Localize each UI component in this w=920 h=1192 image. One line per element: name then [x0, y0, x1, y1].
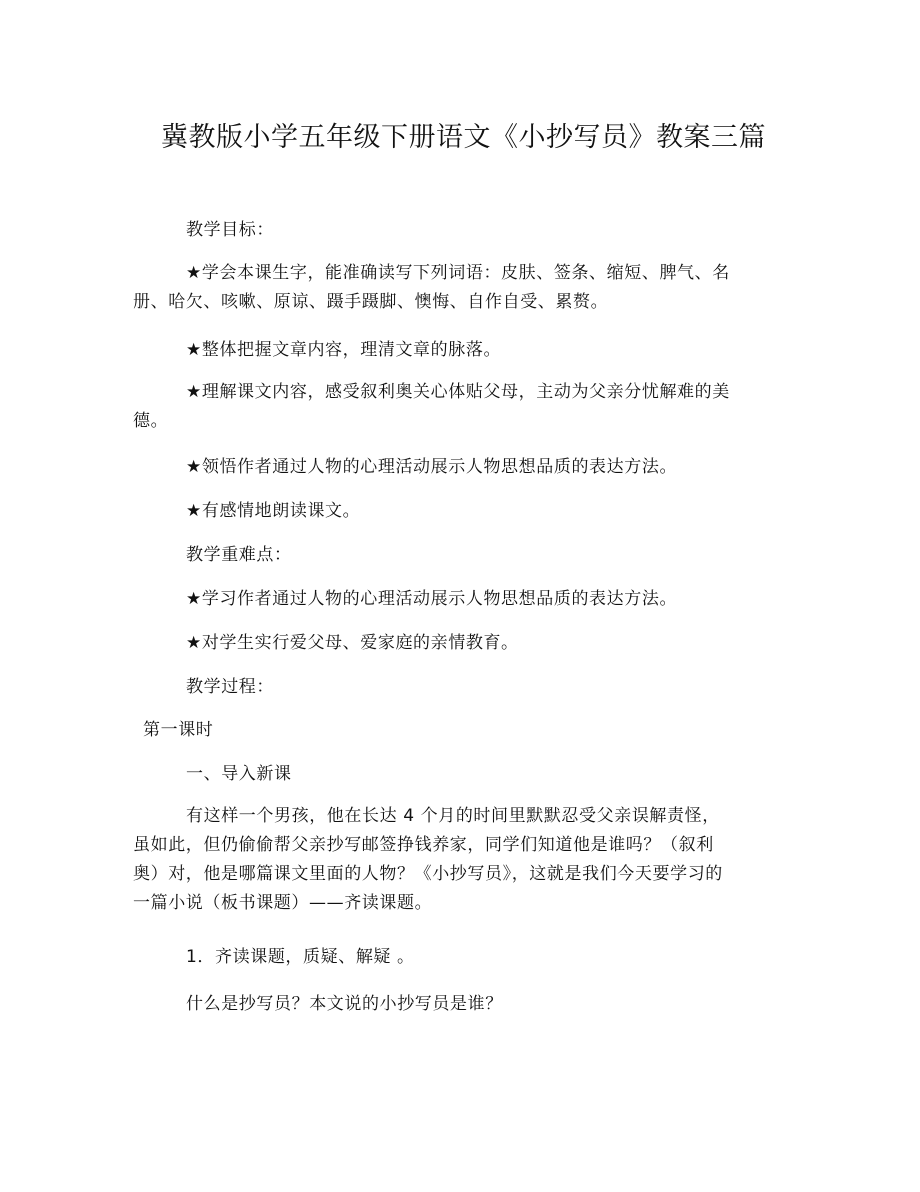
objective-item: ★理解课文内容，感受叙利奥关心体贴父母，主动为父亲分忧解难的美德。	[133, 382, 730, 431]
objective-item: ★整体把握文章内容，理清文章的脉落。	[186, 340, 502, 360]
section-heading-process: 教学过程：	[186, 677, 274, 697]
numbered-step: 1．齐读课题，质疑、解疑 。	[186, 947, 415, 967]
section-heading-key-points: 教学重难点：	[186, 545, 292, 565]
section-heading-objectives: 教学目标：	[186, 220, 274, 240]
objective-item: ★学会本课生字，能准确读写下列词语：皮肤、签条、缩短、脾气、名册、哈欠、咳嗽、原谅、蹑手蹑脚、懊悔、自作自受、累赘。	[133, 263, 730, 312]
document-title: 冀教版小学五年级下册语文《小抄写员》教案三篇	[161, 122, 766, 153]
step-heading: 一、导入新课	[186, 764, 292, 784]
objective-item: ★领悟作者通过人物的心理活动展示人物思想品质的表达方法。	[186, 457, 678, 477]
body-paragraph: 有这样一个男孩，他在长达 4 个月的时间里默默忍受父亲误解责怪，虽如此，但仍偷偷帮父亲抄写邮签挣钱养家，同学们知道他是谁吗？（叙利奥）对，他是哪篇课文里面的人物？《小抄写员》，这就是我们今天要学习的一篇小说（板书课题）——齐读课题。	[133, 806, 723, 913]
key-point-item: ★对学生实行爱父母、爱家庭的亲情教育。	[186, 633, 519, 653]
lesson-period-heading: 第一课时	[143, 720, 214, 740]
key-point-item: ★学习作者通过人物的心理活动展示人物思想品质的表达方法。	[186, 589, 678, 609]
body-paragraph: 什么是抄写员？本文说的小抄写员是谁？	[186, 994, 503, 1014]
objective-item: ★有感情地朗读课文。	[186, 501, 361, 521]
